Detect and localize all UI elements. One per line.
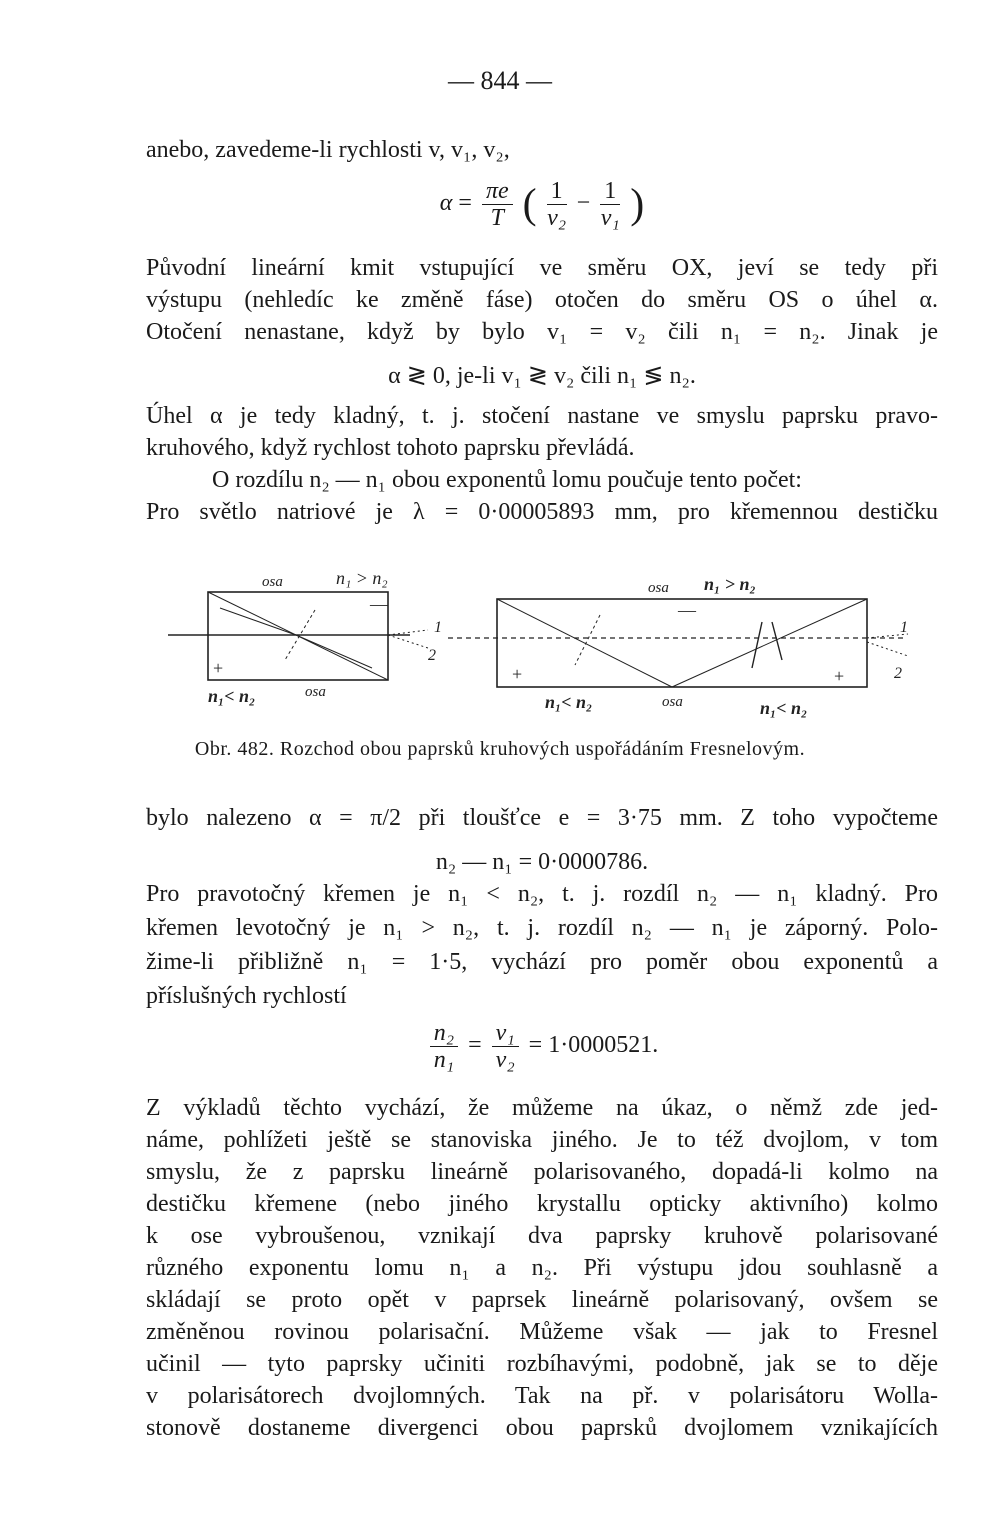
right-ray-1-label: 1 bbox=[900, 619, 908, 636]
para5-line-2: křemen levotočný je n₁ > n₂, t. j. rozdíl n₂ — n₁ je záporný. Polo- bbox=[146, 915, 938, 941]
para1-line-2: výstupu (nehledíc ke změně fáse) otočen do směru OS o úhel α. bbox=[146, 287, 938, 313]
para3-line-1: O rozdílu n₂ — n₁ obou exponentů lomu poučuje tento počet: bbox=[212, 467, 802, 493]
para6-line-4: destičku křemene (nebo jiného krystallu opticky aktivního) kolmo bbox=[146, 1191, 938, 1217]
right-ray-2-label: 2 bbox=[894, 665, 902, 682]
left-bottom-osa: osa bbox=[305, 684, 326, 700]
equation-ratio bbox=[146, 1020, 938, 1080]
para6-line-3: smyslu, že z paprsku lineárně polarisovaného, dopadá-li kolmo na bbox=[146, 1159, 938, 1185]
equation-alpha bbox=[146, 178, 938, 238]
eq4-result: = 1·0000521. bbox=[528, 1032, 659, 1059]
right-top-osa: osa bbox=[648, 580, 669, 596]
para6-line-10: v polarisátorech dvojlomných. Tak na př. v polarisátoru Wolla- bbox=[146, 1383, 938, 1409]
eq1-fraction-1-over-v1: $\frac{1}{\text{v₁}}$ bbox=[600, 178, 620, 231]
eq4-equals: = bbox=[468, 1032, 482, 1059]
left-top-osa: osa bbox=[262, 574, 283, 590]
para6-line-11: stonově dostaneme divergenci obou paprsků dvojlomem vznikajících bbox=[146, 1415, 938, 1441]
eq1-paren-open: ( bbox=[522, 181, 537, 228]
para1-line-3: Otočení nenastane, když by bylo v₁ = v₂ čili n₁ = n₂. Jinak je bbox=[146, 319, 938, 345]
para2-line-1: Úhel α je tedy kladný, t. j. stočení nastane ve smyslu paprsku pravo- bbox=[146, 403, 938, 429]
left-top-relation: n₁ > n₂ bbox=[336, 568, 388, 588]
right-plus-right: + bbox=[834, 666, 845, 686]
para5-line-4: příslušných rychlostí bbox=[146, 983, 347, 1009]
left-bottom-relation: n₁< n₂ bbox=[208, 686, 256, 706]
left-minus-sign: — bbox=[370, 594, 388, 614]
left-plus-sign: + bbox=[213, 658, 224, 678]
figure-caption: Obr. 482. Rozchod obou paprsků kruhových uspořádáním Fresnelovým. bbox=[194, 738, 806, 760]
eq1-fraction-pi-e-over-T: $\frac{\pi e}{T}$ bbox=[482, 178, 513, 231]
para3-line-2: Pro světlo natriové je λ = 0·00005893 mm, pro křemennou destičku bbox=[146, 499, 938, 525]
eq1-equals: = bbox=[458, 190, 472, 217]
page-number: — 844 — bbox=[448, 66, 552, 95]
left-ray-2-label: 2 bbox=[428, 647, 436, 664]
right-bottom-osa: osa bbox=[662, 694, 683, 710]
right-prism-diagonal-a bbox=[497, 599, 672, 687]
para5-line-1: Pro pravotočný křemen je n₁ < n₂, t. j. rozdíl n₂ — n₁ kladný. Pro bbox=[146, 881, 938, 907]
figure-fresnel-prisms bbox=[0, 560, 1000, 730]
left-ray-1-label: 1 bbox=[434, 619, 442, 636]
eq1-fraction-1-over-v2: $\frac{1}{\text{v₂}}$ bbox=[547, 178, 567, 231]
para2-line-2: kruhového, když rychlost tohoto paprsku převládá. bbox=[146, 435, 635, 461]
para6-line-8: změněnou rovinou polarisační. Můžeme však — jak to Fresnel bbox=[146, 1319, 938, 1345]
para6-line-1: Z výkladů těchto vychází, že můžeme na úkaz, o němž zde jed- bbox=[146, 1095, 938, 1121]
eq4-fraction-n2-over-n1: $\frac{\text{n₂}}{\text{n₁}}$ bbox=[430, 1020, 458, 1073]
right-plus-left: + bbox=[512, 664, 523, 684]
eq1-lhs: α bbox=[439, 190, 453, 217]
para6-line-9: učinil — tyto paprsky učiniti rozbíhavými, podobně, jak se to děje bbox=[146, 1351, 938, 1377]
para6-line-2: náme, pohlížeti ještě se stanoviska jiného. Je to též dvojlom, v tom bbox=[146, 1127, 938, 1153]
para4-line: bylo nalezeno α = π/2 při tloušťce e = 3·75 mm. Z toho vypočteme bbox=[146, 805, 938, 831]
intro-line: anebo, zavedeme-li rychlosti v, v₁, v₂, bbox=[146, 137, 510, 163]
para6-line-6: různého exponentu lomu n₁ a n₂. Při výstupu jdou souhlasně a bbox=[146, 1255, 938, 1281]
eq1-minus: − bbox=[576, 190, 591, 217]
para6-line-5: k ose vybroušenou, vznikají dva paprsky kruhově polarisované bbox=[146, 1223, 938, 1249]
para5-line-3: žime-li přibližně n₁ = 1·5, vychází pro poměr obou exponentů a bbox=[146, 949, 938, 975]
para1-line-1: Původní lineární kmit vstupující ve směru OX, jeví se tedy při bbox=[146, 255, 938, 281]
para6-line-7: skládají se proto opět v paprsek lineárně polarisovaný, ovšem se bbox=[146, 1287, 938, 1313]
eq1-paren-close: ) bbox=[630, 181, 645, 228]
right-bottom-relation-right: n₁< n₂ bbox=[760, 698, 808, 718]
equation-inequality: α ≷ 0, je-li v₁ ≷ v₂ čili n₁ ≶ n₂. bbox=[388, 363, 696, 389]
eq4-fraction-v1-over-v2: $\frac{\text{v₁}}{\text{v₂}}$ bbox=[492, 1020, 519, 1073]
right-bottom-relation-left: n₁< n₂ bbox=[545, 692, 593, 712]
right-minus-sign: — bbox=[678, 600, 696, 620]
right-top-relation: n₁ > n₂ bbox=[704, 574, 756, 594]
equation-difference: n₂ — n₁ = 0·0000786. bbox=[435, 849, 649, 875]
